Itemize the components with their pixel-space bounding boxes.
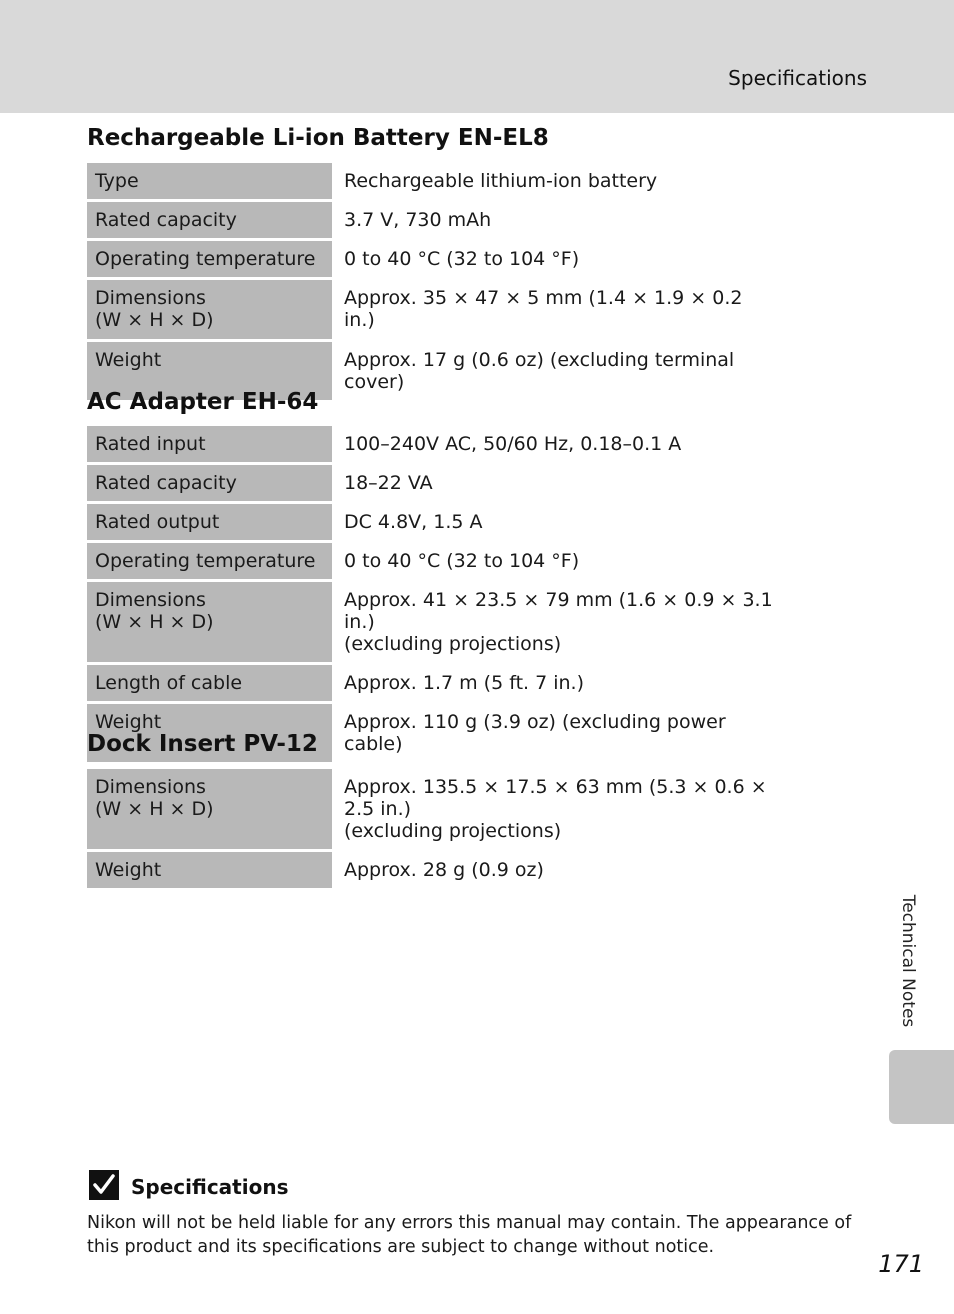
- spec-value: Approx. 28 g (0.9 oz): [334, 852, 787, 891]
- spec-value: DC 4.8V, 1.5 A: [334, 504, 787, 543]
- table-row: [87, 465, 787, 504]
- spec-value: 100–240V AC, 50/60 Hz, 0.18–0.1 A: [334, 426, 787, 465]
- spec-value: Approx. 1.7 m (5 ft. 7 in.): [334, 665, 787, 704]
- spec-value: Approx. 110 g (3.9 oz) (excluding power cable): [334, 704, 787, 765]
- spec-label: Rated input: [87, 426, 334, 465]
- spec-value: Approx. 35 × 47 × 5 mm (1.4 × 1.9 × 0.2 in.): [334, 280, 787, 342]
- section-title-dock-insert: Dock Insert PV-12: [87, 731, 318, 757]
- table-row: [87, 665, 787, 704]
- section-title-ac-adapter: AC Adapter EH-64: [87, 389, 319, 415]
- table-row: [87, 280, 787, 342]
- spec-label: Length of cable: [87, 665, 334, 704]
- table-row: [87, 163, 787, 202]
- spec-label: Weight: [87, 704, 334, 765]
- table-row: [87, 543, 787, 582]
- check-note-icon: [89, 1170, 119, 1200]
- spec-label: Operating temperature: [87, 543, 334, 582]
- spec-value: 18–22 VA: [334, 465, 787, 504]
- header-band: [0, 0, 954, 113]
- note-text: Nikon will not be held liable for any errors this manual may contain. The appearance of this product and its specifications are subject to change without notice.: [87, 1213, 852, 1257]
- spec-label: Operating temperature: [87, 241, 334, 280]
- spec-label: Rated output: [87, 504, 334, 543]
- table-row: [87, 769, 787, 852]
- spec-label: Dimensions (W × H × D): [87, 769, 334, 852]
- table-row: [87, 852, 787, 891]
- table-row: [87, 426, 787, 465]
- dock-insert-spec-table: [87, 769, 787, 891]
- spec-value: 3.7 V, 730 mAh: [334, 202, 787, 241]
- side-tab-marker: [889, 1050, 954, 1124]
- spec-label: Weight: [87, 852, 334, 891]
- table-row: [87, 504, 787, 543]
- spec-value: 0 to 40 °C (32 to 104 °F): [334, 543, 787, 582]
- spec-value: 0 to 40 °C (32 to 104 °F): [334, 241, 787, 280]
- side-tab-label: Technical Notes: [898, 894, 918, 1028]
- spec-value: Rechargeable lithium-ion battery: [334, 163, 787, 202]
- spec-label: Rated capacity: [87, 465, 334, 504]
- battery-spec-table: [87, 163, 787, 403]
- running-header: Specifications: [728, 66, 867, 90]
- spec-value: Approx. 135.5 × 17.5 × 63 mm (5.3 × 0.6 × 2.5 in.) (excluding projections): [334, 769, 787, 852]
- table-row: [87, 241, 787, 280]
- check-mark-icon: [92, 1173, 116, 1197]
- spec-label: Dimensions (W × H × D): [87, 582, 334, 665]
- note-title: Specifications: [131, 1175, 289, 1199]
- spec-value: Approx. 41 × 23.5 × 79 mm (1.6 × 0.9 × 3.1 in.) (excluding projections): [334, 582, 787, 665]
- ac-adapter-spec-table: [87, 426, 787, 765]
- page-number: 171: [878, 1250, 924, 1278]
- table-row: [87, 202, 787, 241]
- spec-label: Weight: [87, 342, 334, 403]
- table-row: [87, 582, 787, 665]
- section-title-battery: Rechargeable Li-ion Battery EN-EL8: [87, 125, 549, 151]
- spec-value: Approx. 17 g (0.6 oz) (excluding terminal cover): [334, 342, 787, 403]
- spec-label: Rated capacity: [87, 202, 334, 241]
- spec-label: Type: [87, 163, 334, 202]
- spec-label: Dimensions (W × H × D): [87, 280, 334, 342]
